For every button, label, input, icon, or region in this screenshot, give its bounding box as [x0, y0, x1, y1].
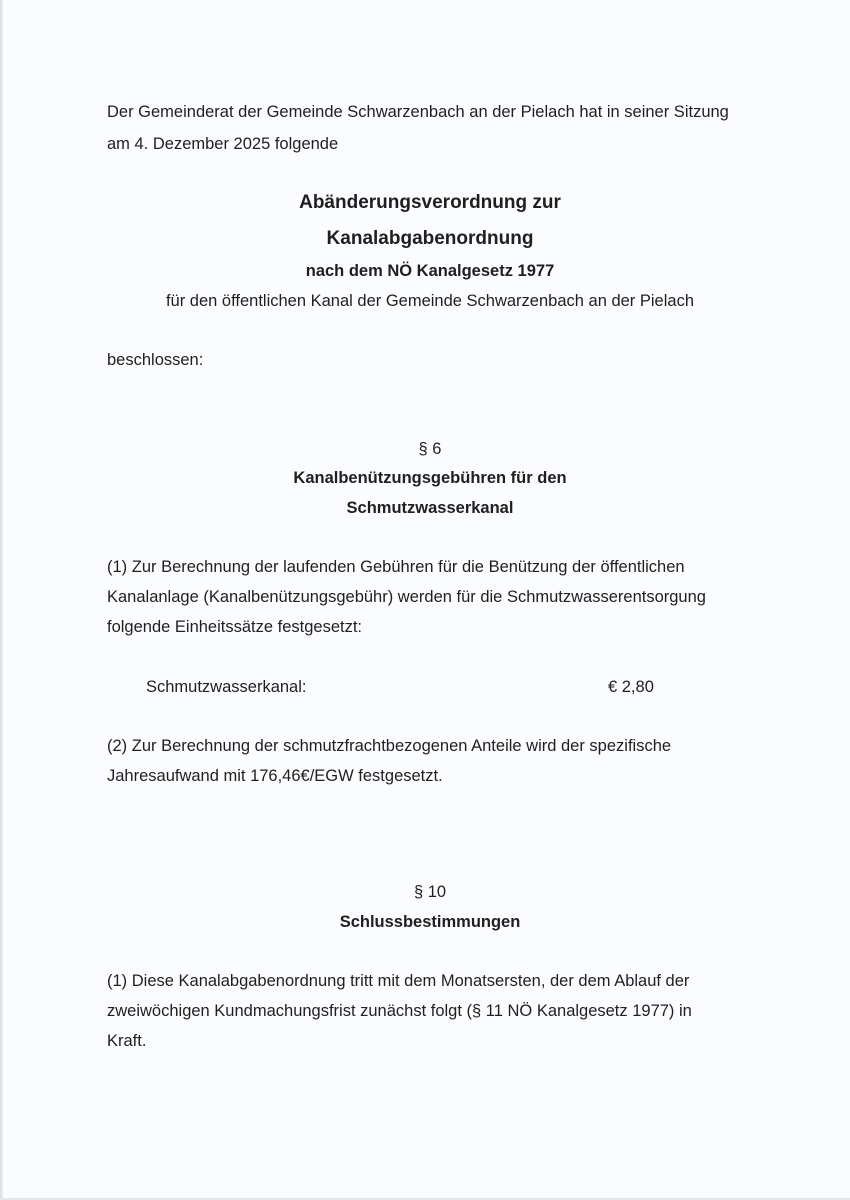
- section-10-para-1-line-2: zweiwöchigen Kundmachungsfrist zunächst folgt (§ 11 NÖ Kanalgesetz 1977) in: [107, 1002, 692, 1020]
- rate-value: € 2,80: [608, 678, 654, 696]
- resolved-label: beschlossen:: [107, 351, 204, 369]
- section-6-para-1-line-3: folgende Einheitssätze festgesetzt:: [107, 618, 362, 636]
- section-6-para-2-line-1: (2) Zur Berechnung der schmutzfrachtbezogenen Anteile wird der spezifische: [107, 737, 672, 755]
- scan-edge-left: [0, 0, 3, 1200]
- section-6-para-1-line-1: (1) Zur Berechnung der laufenden Gebühren für die Benützung der öffentlichen: [107, 558, 685, 576]
- intro-line-2: am 4. Dezember 2025 folgende: [107, 135, 339, 153]
- rate-label: Schmutzwasserkanal:: [146, 678, 307, 696]
- section-6-para-1-line-2: Kanalanlage (Kanalbenützungsgebühr) werden für die Schmutzwasserentsorgung: [107, 588, 706, 606]
- section-10-para-1-line-1: (1) Diese Kanalabgabenordnung tritt mit dem Monatsersten, der dem Ablauf der: [107, 972, 690, 990]
- title-line-4: für den öffentlichen Kanal der Gemeinde Schwarzenbach an der Pielach: [165, 292, 695, 310]
- section-6-heading-line-1: Kanalbenützungsgebühren für den: [293, 469, 567, 487]
- intro-line-1: Der Gemeinderat der Gemeinde Schwarzenbach an der Pielach hat in seiner Sitzung: [107, 103, 729, 121]
- title-line-2: Kanalabgabenordnung: [326, 228, 534, 249]
- section-6-heading-line-2: Schmutzwasserkanal: [346, 499, 514, 517]
- section-10-para-1-line-3: Kraft.: [107, 1032, 147, 1050]
- section-10-heading: Schlussbestimmungen: [339, 913, 521, 931]
- section-6-para-2-line-2: Jahresaufwand mit 176,46€/EGW festgesetzt.: [107, 767, 443, 785]
- section-6-number: § 6: [418, 440, 442, 458]
- section-10-number: § 10: [413, 883, 447, 901]
- title-line-1: Abänderungsverordnung zur: [299, 192, 561, 213]
- title-line-3: nach dem NÖ Kanalgesetz 1977: [305, 262, 555, 280]
